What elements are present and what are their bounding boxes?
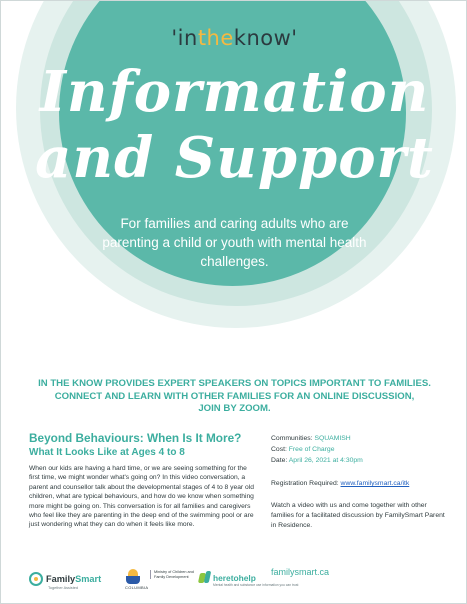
website-link[interactable]: familysmart.ca: [271, 567, 330, 577]
cost-label: Cost:: [271, 446, 287, 453]
communities-label: Communities:: [271, 435, 313, 442]
in-the-know-wordmark: [1, 26, 467, 50]
registration-label: Registration Required:: [271, 480, 339, 487]
bc-word: COLUMBIA: [125, 585, 149, 590]
brand-know: know': [233, 26, 298, 50]
banner-line-1: IN THE KNOW PROVIDES EXPERT SPEAKERS ON TOPICS IMPORTANT TO FAMILIES.: [38, 378, 431, 389]
banner-line-2: CONNECT AND LEARN WITH OTHER FAMILIES FOR AN ONLINE DISCUSSION,: [54, 390, 415, 402]
bc-government-logo: [125, 569, 194, 590]
communities-row: [271, 433, 451, 444]
cost-value: Free of Charge: [288, 446, 335, 453]
session-description: When our kids are having a hard time, or we are seeing something for the first time, we might wonder what's going on? In this video conversation, a parent and counsellor talk about the developmental stages of 4 to 8 year old children, what are typical behaviours, and how do we know when something more might be going on. This conversation is for all families and caregivers who feel like they are parenting in the deep end of the swimming pool or are just wondering what they can do when it feels like more.: [29, 465, 254, 529]
bc-ministry-name: Ministry of Children and Family Development: [150, 570, 196, 579]
session-section: [29, 431, 259, 530]
banner-line-3: JOIN BY ZOOM.: [198, 403, 271, 414]
familysmart-wordmark: [46, 574, 101, 584]
logo-strip: [29, 569, 299, 591]
event-details: [271, 433, 451, 531]
registration-row: [271, 478, 451, 489]
communities-value: SQUAMISH: [314, 435, 351, 442]
familysmart-tagline: Together Assisted: [48, 586, 78, 590]
session-title: Beyond Behaviours: When Is It More?: [29, 431, 242, 445]
registration-link[interactable]: www.familysmart.ca/itk: [340, 480, 410, 487]
familysmart-logo: [29, 572, 102, 590]
session-subtitle: What It Looks Like at Ages 4 to 8: [29, 447, 185, 458]
date-label: Date:: [271, 457, 288, 464]
heretohelp-wordmark: heretohelp: [213, 573, 256, 583]
brand-the: the: [197, 26, 234, 50]
bc-crest-icon: [125, 569, 141, 585]
headline-line-2: and Support: [35, 125, 434, 191]
program-banner: [21, 378, 448, 416]
familysmart-word-b: Smart: [75, 574, 102, 584]
heretohelp-tagline: Mental health and substance use information you can trust: [213, 583, 299, 587]
date-value: April 26, 2021 at 4:30pm: [288, 457, 363, 464]
intro-text: For families and caring adults who are parenting a child or youth with mental health challenges.: [102, 216, 367, 269]
bc-crest-group: [125, 569, 148, 590]
familysmart-word-a: Family: [46, 574, 76, 584]
heretohelp-icon: [199, 571, 211, 585]
familysmart-icon: [29, 572, 43, 586]
brand-in: 'in: [171, 26, 198, 50]
cost-row: [271, 444, 451, 455]
date-row: [271, 455, 451, 466]
heretohelp-logo: [199, 571, 299, 587]
headline-line-1: Information: [39, 59, 430, 125]
watch-text: Watch a video with us and come together with other families for a facilitated discussion by FamilySmart Parent in Residence.: [271, 502, 445, 529]
